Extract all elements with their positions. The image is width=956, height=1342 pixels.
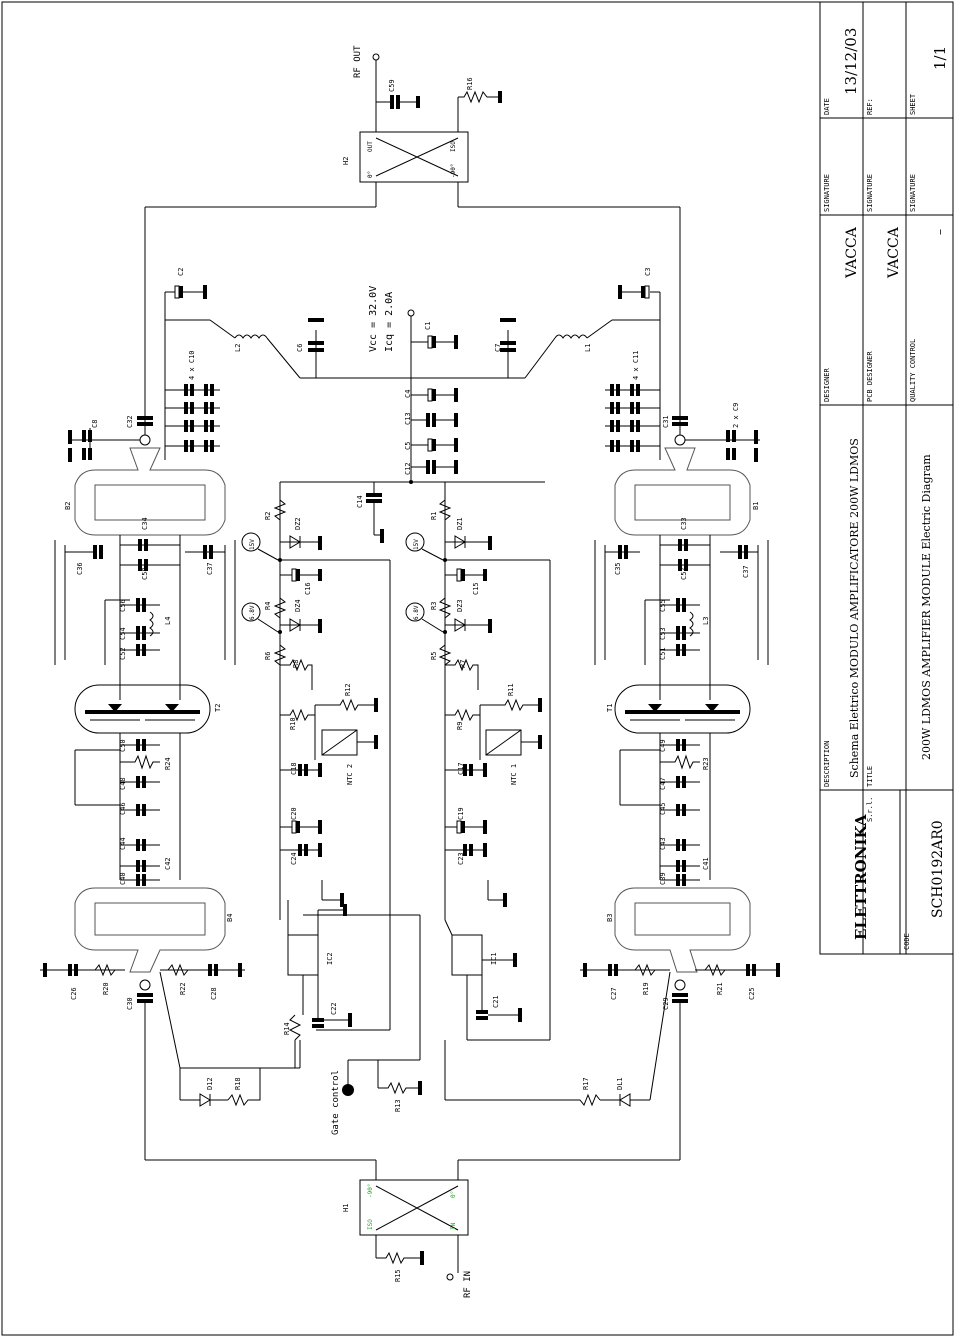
balun-b2 <box>75 448 225 535</box>
r22-label: R22 <box>179 982 187 995</box>
sheet-label: SHEET <box>909 93 917 115</box>
ntc1-label: NTC 1 <box>510 763 518 785</box>
c48-label: C48 <box>119 777 127 790</box>
c33-label: C33 <box>680 517 688 530</box>
t1-label: T1 <box>606 703 614 712</box>
title-value: 200W LDMOS AMPLIFIER MODULE Electric Diagram <box>920 454 933 760</box>
dl1-label: DL1 <box>616 1077 624 1090</box>
c43-label: C43 <box>659 837 667 850</box>
c25-label: C25 <box>748 987 756 1000</box>
ic1 <box>452 935 482 975</box>
c59-label: C59 <box>388 79 396 92</box>
ic2 <box>288 935 318 975</box>
c40-label: C40 <box>119 872 127 885</box>
c27-label: C27 <box>610 987 618 1000</box>
balun-b4 <box>75 888 225 972</box>
ic1-label: IC1 <box>490 952 498 965</box>
zener-badge-15v-r: 15V <box>413 539 420 550</box>
c36-label-l: C36 <box>76 562 84 575</box>
l2-label: L2 <box>234 343 242 352</box>
ref-label: REF: <box>866 98 874 115</box>
c20-label: C20 <box>290 807 298 820</box>
c35-label: C35 <box>614 562 622 575</box>
c53-label: C53 <box>659 627 667 640</box>
h1-90deg: -90° <box>367 1183 374 1198</box>
h1-ref: H1 <box>342 1203 350 1212</box>
c51-label: C51 <box>659 647 667 660</box>
rf-out-section <box>145 45 680 420</box>
c7-label: C7 <box>494 343 502 352</box>
signature-label-1: SIGNATURE <box>823 174 831 212</box>
b2-label: B2 <box>64 501 72 510</box>
signature-label-2: SIGNATURE <box>866 174 874 212</box>
c41-label: C41 <box>702 857 710 870</box>
h2-ref: H2 <box>342 156 350 165</box>
c26-label: C26 <box>70 987 78 1000</box>
c24-label: C24 <box>290 852 298 865</box>
c13-label: C13 <box>404 412 412 425</box>
c11-label: 4 x C11 <box>632 350 640 380</box>
c6-label: C6 <box>296 343 304 352</box>
r9-label: R9 <box>456 721 464 730</box>
signature-3: – <box>933 229 947 235</box>
r18-label: R18 <box>234 1077 242 1090</box>
zener-badge-15v-l: 15V <box>249 539 256 550</box>
rf-in-label: RF IN <box>463 1270 473 1298</box>
d12-label: D12 <box>206 1077 214 1090</box>
transistor-t2 <box>75 685 210 733</box>
r24-label: R24 <box>164 757 172 770</box>
l1-label: L1 <box>584 343 592 352</box>
sheet-value: 1/1 <box>931 45 949 70</box>
r20-label: R20 <box>102 982 110 995</box>
c34-label: C34 <box>141 517 149 530</box>
r16-label: R16 <box>466 77 474 90</box>
h2-iso: ISO <box>450 141 457 152</box>
description-value: Schema Elettrico MODULO AMPLIFICATORE 200W LDMOS <box>848 438 861 778</box>
c10-label: 4 x C10 <box>188 350 196 380</box>
r2-label: R2 <box>264 511 272 520</box>
c15-label: C15 <box>472 582 480 595</box>
signature-1: VACCA <box>844 227 860 278</box>
c5-label: C5 <box>404 441 412 450</box>
description-label: DESCRIPTION <box>823 740 831 787</box>
dz3-label: DZ3 <box>456 599 464 612</box>
h2-out: OUT <box>367 141 374 152</box>
supply-network <box>165 268 660 543</box>
c2-label: C2 <box>177 267 185 276</box>
h2-0deg: 0° <box>367 170 374 178</box>
c23-label: C23 <box>457 852 465 865</box>
gate-control-label: Gate control <box>331 1069 341 1135</box>
quality-label: QUALITY CONTROL <box>909 338 917 402</box>
transistor-t1 <box>615 685 750 733</box>
c54-label: C54 <box>119 627 127 640</box>
date-label: DATE <box>823 98 831 115</box>
vcc-label: Vcc = 32.0V <box>368 285 379 352</box>
c37-label-l: C37 <box>206 562 214 575</box>
r15-label: R15 <box>394 1269 402 1282</box>
company-suffix: S.r.l. <box>866 796 874 822</box>
zener-badge-68v-r: 6.8V <box>413 605 420 620</box>
ntc2-label: NTC 2 <box>346 763 354 785</box>
decoupling-stack <box>404 322 456 475</box>
c52-label: C52 <box>119 647 127 660</box>
gate-control-terminal[interactable] <box>342 1084 354 1096</box>
c4-label: C4 <box>404 389 412 398</box>
r23-label: R23 <box>702 757 710 770</box>
icq-label: Icq = 2.0A <box>384 291 395 352</box>
c18-label: C18 <box>290 762 298 775</box>
c57-label: C57 <box>680 567 688 580</box>
c16-label: C16 <box>304 582 312 595</box>
b3-label: B3 <box>606 913 614 922</box>
r6-label: R6 <box>264 651 272 660</box>
r1-label: R1 <box>430 511 438 520</box>
r17-label: R17 <box>582 1077 590 1090</box>
c3-label: C3 <box>644 267 652 276</box>
c19-label: C19 <box>457 807 465 820</box>
c56-label: C56 <box>119 599 127 612</box>
zener-badge-68v-l: 6.8V <box>249 605 256 620</box>
r21-label: R21 <box>716 982 724 995</box>
c55-label: C55 <box>659 599 667 612</box>
title-block <box>820 2 953 954</box>
c46-label: C46 <box>119 802 127 815</box>
bias-network <box>242 482 550 1135</box>
c14-label: C14 <box>356 495 364 508</box>
title-label: TITLE <box>866 765 874 787</box>
c21-label: C21 <box>492 995 500 1008</box>
c37-label-r: C37 <box>742 565 750 578</box>
signature-2: VACCA <box>886 227 902 278</box>
c31-label: C31 <box>662 415 670 428</box>
r13-label: R13 <box>394 1099 402 1112</box>
h1-in: IN <box>450 1222 457 1230</box>
dz2-label: DZ2 <box>294 517 302 530</box>
c49-label: C49 <box>659 739 667 752</box>
r11-label: R11 <box>507 683 515 696</box>
h2-90deg: -90° <box>450 163 457 178</box>
c47-label: C47 <box>659 777 667 790</box>
c17-label: C17 <box>457 762 465 775</box>
r12-label: R12 <box>344 683 352 696</box>
c44-label: C44 <box>119 837 127 850</box>
l3-label: L3 <box>702 616 710 625</box>
c9-label: 2 x C9 <box>732 402 740 428</box>
company-logo: ELETTRONIKA <box>852 814 870 940</box>
designer-label: DESIGNER <box>823 368 831 402</box>
r19-label: R19 <box>642 982 650 995</box>
r5-label: R5 <box>430 651 438 660</box>
r8-label: R8 <box>292 659 300 668</box>
c8-label: C8 <box>91 419 99 428</box>
c29-label: C29 <box>662 997 670 1010</box>
code-label: CODE <box>903 933 911 950</box>
c42-label: C42 <box>164 857 172 870</box>
date-value: 13/12/03 <box>842 27 860 95</box>
right-amplifier-stage <box>545 350 780 1160</box>
left-amplifier-stage <box>40 350 300 1160</box>
r3-label: R3 <box>430 601 438 610</box>
dz4-label: DZ4 <box>294 599 302 612</box>
r10-label: R10 <box>289 717 297 730</box>
c22-label: C22 <box>330 1002 338 1015</box>
c30-label: C30 <box>126 997 134 1010</box>
b4-label: B4 <box>226 913 234 922</box>
c58-label: C58 <box>141 567 149 580</box>
h1-0deg: 0° <box>450 1190 457 1198</box>
dz1-label: DZ1 <box>456 517 464 530</box>
c39-label: C39 <box>659 872 667 885</box>
c50-label: C50 <box>119 739 127 752</box>
rf-in-section <box>145 1160 680 1298</box>
t2-label: T2 <box>214 703 222 712</box>
c1-label: C1 <box>424 321 432 330</box>
c28-label: C28 <box>210 987 218 1000</box>
signature-label-3: SIGNATURE <box>909 174 917 212</box>
ic2-label: IC2 <box>326 952 334 965</box>
code-value: SCH0192AR0 <box>930 820 946 918</box>
h1-iso: ISO <box>367 1219 374 1230</box>
r14-label: R14 <box>283 1022 291 1035</box>
c45-label: C45 <box>659 802 667 815</box>
rf-out-label: RF OUT <box>353 45 363 78</box>
b1-label: B1 <box>752 501 760 510</box>
c32-label: C32 <box>126 415 134 428</box>
r7-label: R7 <box>459 659 467 668</box>
c12-label: C12 <box>404 462 412 475</box>
pcb-designer-label: PCB DESIGNER <box>866 351 874 402</box>
l4-label: L4 <box>164 616 172 625</box>
r4-label: R4 <box>264 601 272 610</box>
